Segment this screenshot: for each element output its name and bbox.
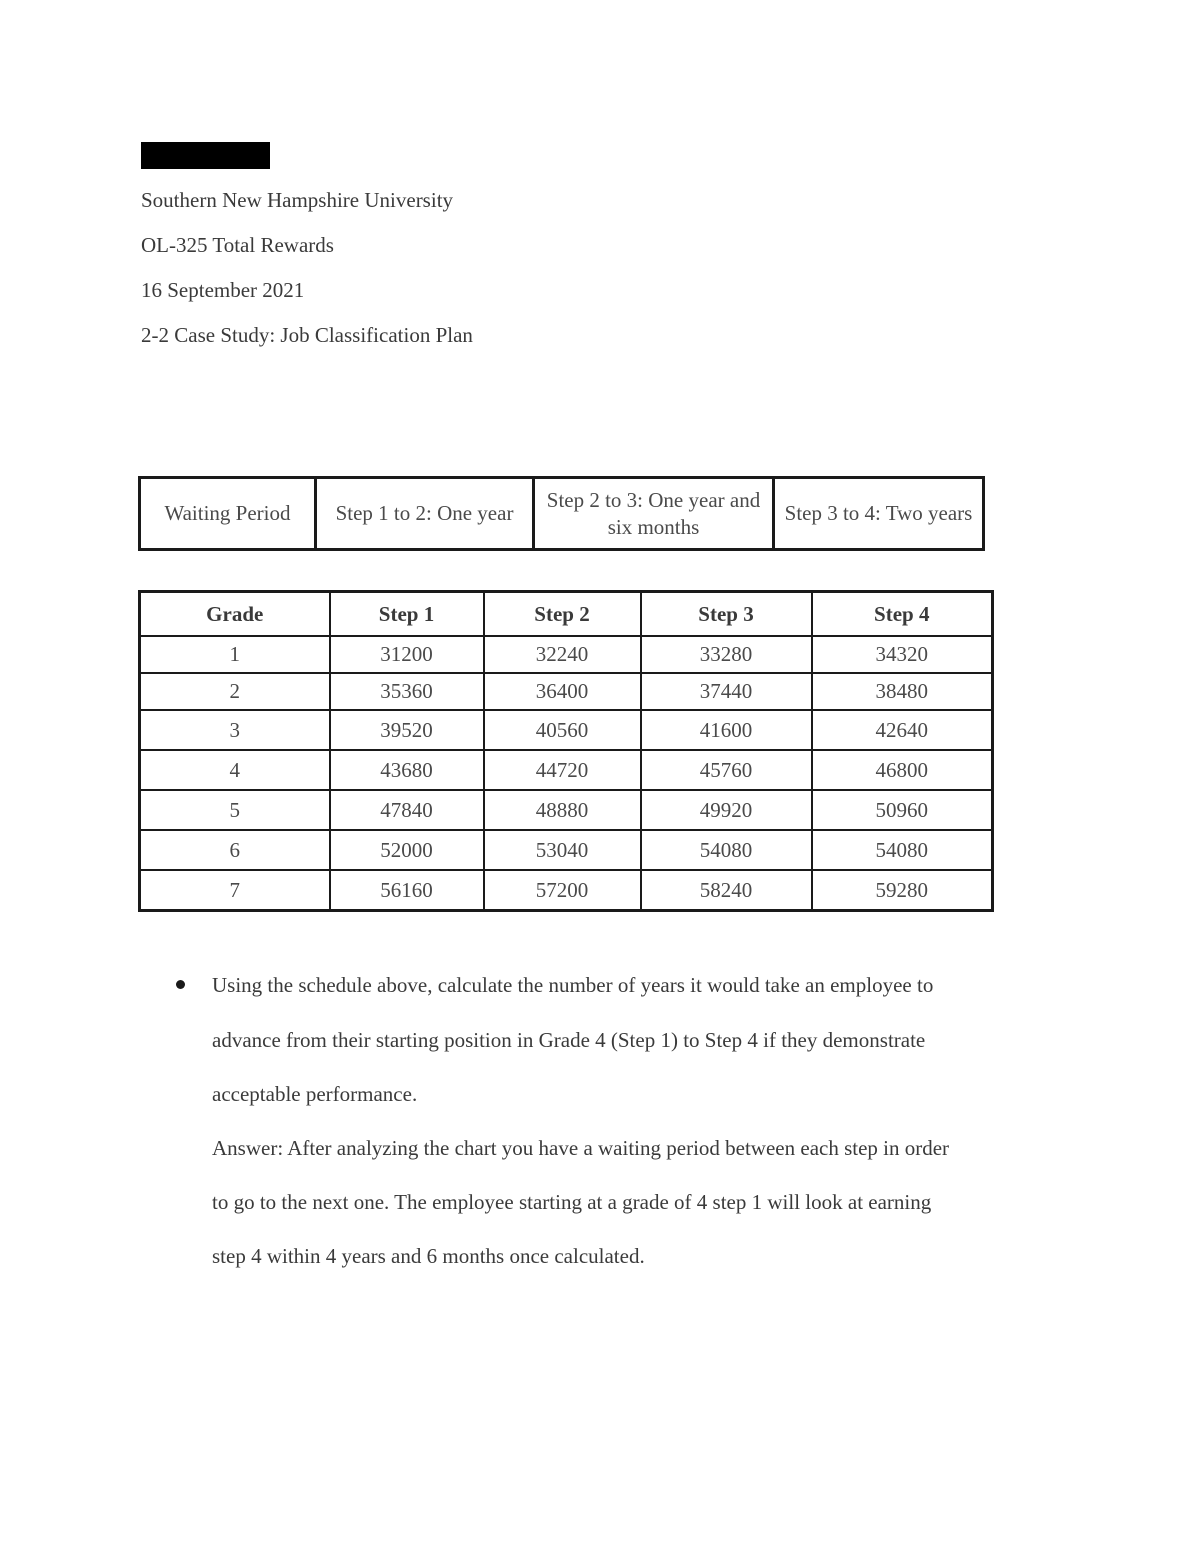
cell-grade: 3 xyxy=(140,710,330,750)
column-header-step-3: Step 3 xyxy=(641,592,812,637)
cell-step-3: 45760 xyxy=(641,750,812,790)
answer-line-1: Answer: After analyzing the chart you have a waiting period between each step in order xyxy=(212,1136,950,1160)
waiting-step-2-to-3: Step 2 to 3: One year and six months xyxy=(534,478,774,550)
table-row xyxy=(140,636,993,673)
cell-step-4: 46800 xyxy=(812,750,993,790)
cell-step-1: 39520 xyxy=(330,710,484,750)
cell-grade: 4 xyxy=(140,750,330,790)
cell-step-2: 53040 xyxy=(484,830,641,870)
redacted-name-block xyxy=(141,142,270,169)
cell-step-4: 42640 xyxy=(812,710,993,750)
answer-line-2: to go to the next one. The employee starting at a grade of 4 step 1 will look at earning xyxy=(212,1190,932,1214)
bullet-icon xyxy=(176,980,185,989)
table-row xyxy=(140,750,993,790)
cell-grade: 5 xyxy=(140,790,330,830)
cell-step-4: 54080 xyxy=(812,830,993,870)
column-header-step-2: Step 2 xyxy=(484,592,641,637)
cell-grade: 1 xyxy=(140,636,330,673)
table-row xyxy=(140,710,993,750)
assignment-title: 2-2 Case Study: Job Classification Plan xyxy=(141,323,473,347)
cell-step-1: 35360 xyxy=(330,673,484,710)
cell-grade: 6 xyxy=(140,830,330,870)
cell-step-4: 50960 xyxy=(812,790,993,830)
answer-line-3: step 4 within 4 years and 6 months once calculated. xyxy=(212,1244,645,1268)
table-row xyxy=(140,790,993,830)
table-row xyxy=(140,870,993,911)
cell-step-2: 57200 xyxy=(484,870,641,911)
cell-step-1: 43680 xyxy=(330,750,484,790)
cell-step-3: 33280 xyxy=(641,636,812,673)
cell-step-1: 52000 xyxy=(330,830,484,870)
cell-step-4: 38480 xyxy=(812,673,993,710)
grade-table-header-row xyxy=(140,592,993,637)
submission-date: 16 September 2021 xyxy=(141,278,305,302)
cell-step-2: 36400 xyxy=(484,673,641,710)
cell-grade: 2 xyxy=(140,673,330,710)
cell-step-3: 37440 xyxy=(641,673,812,710)
waiting-period-table xyxy=(138,476,985,551)
column-header-grade: Grade xyxy=(140,592,330,637)
course-name: OL-325 Total Rewards xyxy=(141,233,334,257)
column-header-step-1: Step 1 xyxy=(330,592,484,637)
cell-step-4: 34320 xyxy=(812,636,993,673)
table-row xyxy=(140,673,993,710)
cell-step-2: 44720 xyxy=(484,750,641,790)
cell-step-1: 47840 xyxy=(330,790,484,830)
cell-step-3: 41600 xyxy=(641,710,812,750)
column-header-step-4: Step 4 xyxy=(812,592,993,637)
waiting-step-3-to-4: Step 3 to 4: Two years xyxy=(774,478,984,550)
institution-name: Southern New Hampshire University xyxy=(141,188,454,212)
grade-step-pay-table xyxy=(138,590,994,912)
waiting-period-row xyxy=(140,478,984,550)
waiting-period-label: Waiting Period xyxy=(140,478,316,550)
waiting-step-1-to-2: Step 1 to 2: One year xyxy=(316,478,534,550)
question-line-1: Using the schedule above, calculate the number of years it would take an employee to xyxy=(212,973,934,997)
question-line-3: acceptable performance. xyxy=(212,1082,418,1106)
cell-step-3: 58240 xyxy=(641,870,812,911)
cell-grade: 7 xyxy=(140,870,330,911)
question-line-2: advance from their starting position in Grade 4 (Step 1) to Step 4 if they demonstrate xyxy=(212,1028,926,1052)
cell-step-4: 59280 xyxy=(812,870,993,911)
cell-step-1: 56160 xyxy=(330,870,484,911)
cell-step-2: 32240 xyxy=(484,636,641,673)
cell-step-3: 54080 xyxy=(641,830,812,870)
cell-step-2: 40560 xyxy=(484,710,641,750)
table-row xyxy=(140,830,993,870)
cell-step-2: 48880 xyxy=(484,790,641,830)
cell-step-1: 31200 xyxy=(330,636,484,673)
cell-step-3: 49920 xyxy=(641,790,812,830)
